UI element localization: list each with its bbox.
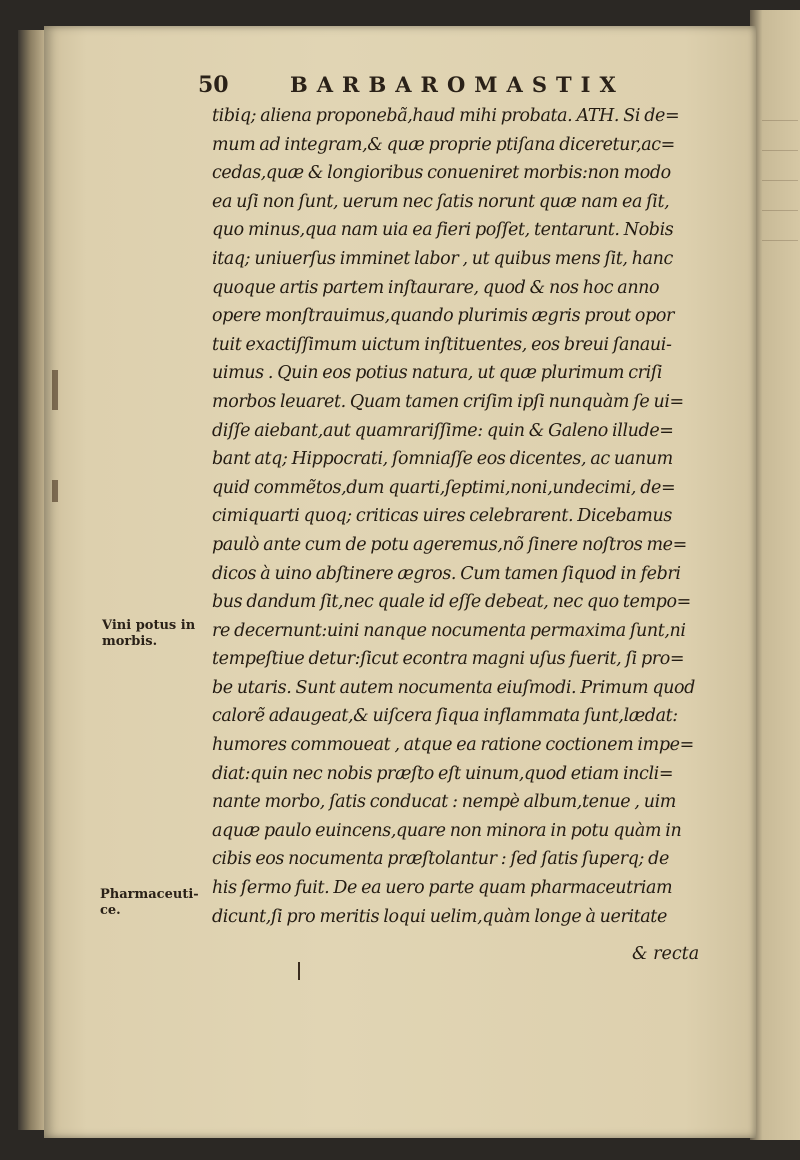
bleed-through-line xyxy=(762,210,798,211)
text-line: tuit exactiſſimum uictum inſtituentes, eos breui ſanaui- xyxy=(212,334,672,355)
text-line: aquæ paulo euincens,quare non minora in potu quàm in xyxy=(212,820,682,841)
text-line: humores commoueat , atque ea ratione coctionem impe= xyxy=(212,735,694,756)
text-line: mum ad integram,& quæ proprie ptiſana diceretur,ac= xyxy=(212,134,675,155)
text-line: dicunt,ſi pro meritis loqui uelim,quàm longe à ueritate xyxy=(212,906,667,927)
text-line: his ſermo fuit. De ea uero parte quam pharmaceutriam xyxy=(212,878,673,899)
text-line: tibiq; aliena proponebã,haud mihi probata. ATH. Si de= xyxy=(212,106,680,126)
text-line: ea uſi non ſunt, uerum nec ſatis norunt quæ nam ea ſit, xyxy=(212,191,670,212)
text-line: tempeſtiue detur:ſicut econtra magni uſus fuerit, ſi pro= xyxy=(212,649,685,670)
bleed-through-line xyxy=(762,180,798,181)
text-line: re decernunt:uini nanque nocumenta permaxima ſunt,ni xyxy=(212,620,686,641)
catchword: & recta xyxy=(632,944,700,964)
text-line: quid commẽtos,dum quarti,ſeptimi,noni,undecimi, de= xyxy=(212,477,676,498)
text-line: calorẽ adaugeat,& uiſcera ſiqua inflammata ſunt,lædat: xyxy=(212,706,678,727)
marginal-note: Vini potus in morbis. xyxy=(102,618,196,649)
text-line: morbos leuaret. Quam tamen criſim ipſi nunquàm ſe ui= xyxy=(212,391,684,412)
text-line: paulò ante cum de potu ageremus,nõ ſinere noſtros me= xyxy=(212,534,687,555)
text-line: bus dandum ſit,nec quale id eſſe debeat, nec quo tempo= xyxy=(212,592,691,613)
text-line: bant atq; Hippocrati, ſomniaſſe eos dicentes, ac uanum xyxy=(212,449,673,470)
text-line: dicos à uino abſtinere ægros. Cum tamen ſiquod in febri xyxy=(212,563,681,584)
text-line: itaq; uniuerſus imminet labor , ut quibus mens ſit, hanc xyxy=(212,248,673,269)
text-line: be utaris. Sunt autem nocumenta eiuſmodi. Primum quod xyxy=(212,677,695,698)
text-line: nante morbo, ſatis conducat : nempè album,tenue , uim xyxy=(212,792,676,813)
running-title: BARBAROMASTIX xyxy=(290,72,625,97)
edge-stain xyxy=(52,370,58,410)
marginal-note: Pharmaceuti- ce. xyxy=(100,887,199,918)
ink-mark xyxy=(298,962,300,980)
text-line: cedas,quæ & longioribus conueniret morbis:non modo xyxy=(212,163,671,184)
body-text xyxy=(212,102,732,931)
text-line: quo minus,qua nam uia ea fieri poſſet, tentarunt. Nobis xyxy=(212,220,674,241)
bleed-through-line xyxy=(762,240,798,241)
page-number: 50 xyxy=(198,72,229,98)
text-line: cibis eos nocumenta præſtolantur : ſed ſatis ſuperq; de xyxy=(212,849,669,870)
text-line: cimiquarti quoq; criticas uires celebrarent. Dicebamus xyxy=(212,506,672,527)
bleed-through-line xyxy=(762,150,798,151)
text-line: diſſe aiebant,aut quamrariſſime: quin & Galeno illude= xyxy=(212,420,674,441)
text-line: uimus . Quin eos potius natura, ut quæ plurimum criſi xyxy=(212,363,663,384)
running-head xyxy=(150,72,670,102)
text-line: diat:quin nec nobis præſto eſt uinum,quod etiam incli= xyxy=(212,763,674,784)
text-line: opere monſtrauimus,quando plurimis ægris prout opor xyxy=(212,306,674,327)
bleed-through-line xyxy=(762,120,798,121)
text-line: quoque artis partem inſtaurare, quod & nos hoc anno xyxy=(212,277,660,298)
edge-stain xyxy=(52,480,58,502)
